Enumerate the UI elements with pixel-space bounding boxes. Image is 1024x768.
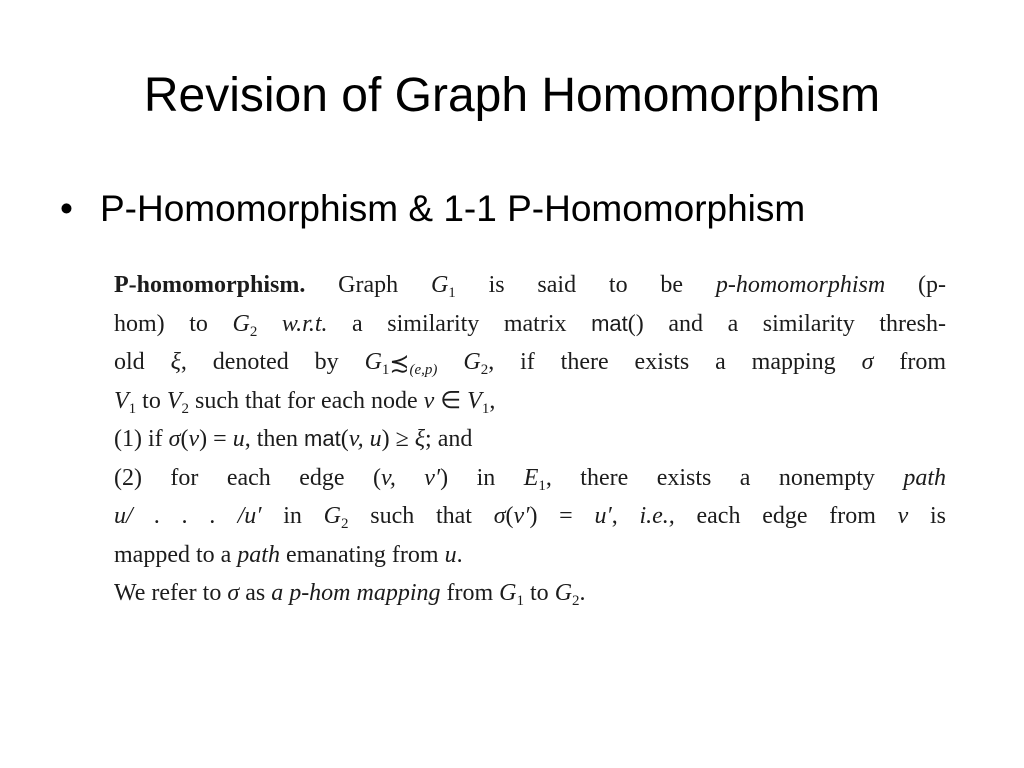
- definition-text-segment: G: [323, 503, 342, 529]
- bullet-marker: •: [60, 188, 73, 229]
- definition-text-segment: v: [188, 426, 200, 452]
- definition-text-segment: 1: [128, 400, 137, 417]
- definition-text-segment: () and a similarity thresh-: [627, 310, 946, 337]
- definition-text-segment: is said to be: [455, 272, 716, 298]
- definition-text-segment: P-homomorphism.: [114, 272, 306, 298]
- definition-text-segment: mat: [591, 310, 628, 336]
- definition-text-segment: is: [908, 503, 946, 529]
- definition-line: [114, 459, 946, 498]
- definition-text-segment: (2) for each edge (: [114, 464, 381, 491]
- definition-text-segment: i.e.,: [639, 503, 675, 529]
- definition-text-segment: [437, 349, 463, 375]
- definition-text-segment: G: [554, 580, 573, 606]
- definition-line: [114, 305, 946, 344]
- definition-text-segment: ) =: [529, 503, 595, 529]
- bullet-item: [60, 186, 805, 232]
- definition-text-segment: hom) to: [114, 310, 233, 337]
- definition-text-segment: w.r.t.: [281, 310, 328, 337]
- definition-text-segment: from: [440, 580, 500, 606]
- definition-line: [114, 382, 946, 421]
- definition-text-segment: .: [579, 580, 586, 606]
- definition-text-segment: 1: [381, 362, 390, 378]
- definition-text-segment: G: [463, 349, 481, 375]
- definition-text-segment: (1) if: [114, 426, 169, 452]
- definition-text-segment: (: [180, 426, 189, 452]
- definition-text-segment: 2: [341, 516, 349, 532]
- definition-text-segment: 1: [516, 593, 525, 609]
- definition-text-segment: G: [499, 580, 517, 606]
- definition-text-segment: G: [232, 310, 250, 337]
- definition-text-segment: such that: [348, 503, 494, 529]
- definition-text-segment: 2: [181, 400, 190, 417]
- definition-text-segment: 2: [480, 362, 489, 378]
- definition-text-segment: σ: [861, 349, 874, 375]
- definition-text-segment: σ: [493, 503, 506, 529]
- definition-text-segment: u: [444, 541, 457, 568]
- bullet-text: P-Homomorphism & 1-1 P-Homomorphism: [100, 188, 806, 229]
- definition-text-segment: ) in: [440, 464, 524, 491]
- definition-text-segment: u: [232, 426, 245, 452]
- definition-text-segment: p-homomorphism: [715, 272, 886, 298]
- definition-text-segment: path: [903, 464, 946, 491]
- definition-text-segment: σ: [168, 426, 181, 452]
- definition-line: [114, 497, 946, 536]
- definition-text-segment: 1: [481, 400, 490, 417]
- definition-text-segment: ∈: [434, 387, 468, 414]
- definition-text-segment: to: [524, 580, 555, 606]
- definition-text-segment: a p-hom mapping: [271, 580, 441, 606]
- definition-text-segment: (p-: [885, 272, 946, 298]
- definition-text-segment: (e,p): [409, 362, 438, 378]
- definition-text-segment: σ: [227, 580, 240, 606]
- definition-line: [114, 266, 946, 305]
- definition-text-segment: to: [136, 387, 167, 414]
- definition-text-segment: 2: [249, 323, 258, 340]
- definition-text-segment: a similarity matrix: [327, 310, 592, 337]
- definition-text-segment: each edge from: [674, 503, 898, 529]
- slide-title: Revision of Graph Homomorphism: [143, 69, 881, 122]
- definition-text-segment: G: [364, 349, 382, 375]
- definition-text-segment: path: [237, 541, 280, 568]
- definition-text-segment: v: [897, 503, 909, 529]
- definition-line: [114, 574, 946, 613]
- definition-text-segment: emanating from: [279, 541, 445, 568]
- definition-text-segment: ) ≥: [381, 426, 415, 452]
- definition-text-segment: ) =: [199, 426, 233, 452]
- definition-text-segment: v, u: [348, 426, 382, 452]
- definition-text-segment: ≾: [389, 351, 410, 377]
- definition-text-segment: as: [239, 580, 272, 606]
- definition-text-segment: v′: [513, 503, 530, 529]
- definition-text-segment: ξ: [170, 349, 181, 375]
- definition-text-segment: , if there exists a mapping: [488, 349, 862, 375]
- definition-text-segment: Graph: [305, 272, 431, 298]
- definition-text-segment: ,: [611, 503, 640, 529]
- definition-text-segment: (: [505, 503, 514, 529]
- definition-text-segment: V: [114, 387, 129, 414]
- definition-line: [114, 420, 946, 459]
- definition-text-segment: 1: [448, 285, 456, 301]
- definition-text-segment: v: [423, 387, 435, 414]
- definition-text-segment: , denoted by: [180, 349, 365, 375]
- definition-block: [114, 266, 946, 613]
- definition-text-segment: v, v′: [380, 464, 441, 491]
- definition-text-segment: u/ . . . /u′: [114, 503, 262, 529]
- definition-text-segment: ; and: [425, 426, 473, 452]
- definition-text-segment: G: [430, 272, 449, 298]
- definition-text-segment: , there exists a nonempty: [545, 464, 904, 491]
- definition-text-segment: ,: [489, 387, 496, 414]
- definition-text-segment: 2: [572, 593, 580, 609]
- definition-text-segment: from: [873, 349, 946, 375]
- definition-text-segment: E: [523, 464, 539, 491]
- definition-text-segment: We refer to: [114, 580, 228, 606]
- definition-text-segment: , then: [244, 426, 305, 452]
- definition-text-segment: (: [340, 426, 349, 452]
- definition-text-segment: 1: [538, 477, 546, 494]
- definition-text-segment: [257, 311, 282, 337]
- definition-line: [114, 343, 946, 382]
- definition-line: [114, 536, 946, 575]
- definition-text-segment: old: [114, 349, 171, 375]
- definition-text-segment: u′: [594, 503, 612, 529]
- definition-text-segment: mat: [304, 426, 341, 451]
- definition-text-segment: mapped to a: [114, 541, 238, 568]
- definition-text-segment: in: [261, 503, 324, 529]
- definition-text-segment: such that for each node: [189, 387, 424, 414]
- definition-text-segment: ξ: [414, 426, 426, 452]
- definition-text-segment: V: [467, 387, 482, 414]
- definition-text-segment: V: [166, 387, 182, 414]
- definition-text-segment: .: [456, 541, 463, 568]
